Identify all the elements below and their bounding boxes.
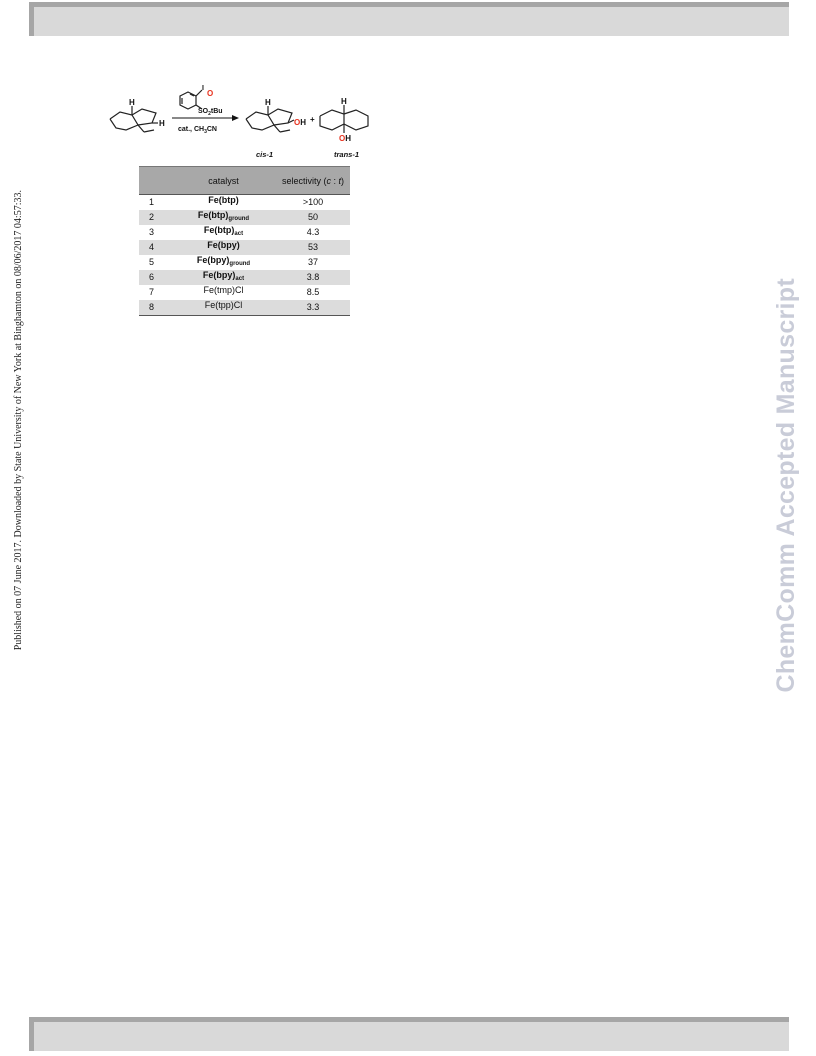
reaction-arrow-head (232, 115, 239, 121)
trans-1-label: trans-1 (334, 150, 360, 159)
catalyst-name: $Fe(btp)_{ground}$ (171, 210, 276, 225)
sm-h-top: H (129, 98, 135, 107)
table-row (139, 195, 350, 211)
entry-number: 4 (139, 240, 171, 255)
entry-number: 1 (149, 197, 155, 207)
footer-bar (29, 1017, 789, 1051)
table-row (139, 255, 350, 270)
entry-number: 7 (149, 287, 155, 297)
selectivity-value: 53 (276, 240, 350, 255)
entry-number: 2 (139, 210, 171, 225)
header-selectivity: selectivity (c : t) (276, 167, 350, 195)
oxidant-so2: $SO_2tBu$ (198, 108, 223, 117)
table-row (139, 225, 350, 240)
oxidant-benzene (180, 90, 202, 109)
trans-oh: OH (339, 134, 352, 143)
table-row (139, 285, 350, 300)
catalyst-name: $Fe(bpy)_{act}$ (171, 270, 276, 285)
catalyst-name: $Fe(bpy)_{ground}$ (196, 255, 251, 267)
reaction-scheme-drawing (108, 84, 370, 162)
product-trans-decalinol (320, 105, 368, 133)
plus-sign: + (310, 115, 315, 124)
oxidant-iodine: I (202, 85, 204, 92)
table-row (139, 300, 350, 316)
selectivity-value: 37 (307, 257, 318, 267)
header-entry (139, 167, 171, 195)
product-cis-decalinol (246, 106, 294, 132)
publication-note: Published on 07 June 2017. Downloaded by State University of New York at Binghamton on 08/06/2017 04:57:33. (13, 190, 24, 651)
catalyst-name: $Fe(btp)_{act}$ (203, 225, 244, 237)
starting-decalin (110, 106, 158, 132)
selectivity-value: 3.3 (276, 300, 350, 316)
header-bar (29, 2, 789, 36)
accepted-manuscript-watermark: ChemComm Accepted Manuscript (772, 278, 800, 693)
table-row (139, 240, 350, 255)
trans-h: H (341, 97, 347, 106)
entry-number: 5 (149, 257, 155, 267)
table-row (139, 270, 350, 285)
catalyst-name: Fe(bpy) (171, 240, 276, 255)
catalyst-name: Fe(tpp)Cl (171, 300, 276, 316)
selectivity-value: 50 (276, 210, 350, 225)
oxidant-oxygen: O (207, 89, 214, 98)
selectivity-table (139, 166, 350, 316)
catalyst-name: Fe(btp) (208, 195, 239, 205)
conditions-label: cat., $CH_3CN$ (178, 126, 217, 135)
table-header-row (139, 167, 350, 195)
header-catalyst: catalyst (171, 167, 276, 195)
cis-h: H (265, 98, 271, 107)
catalyst-name: Fe(tmp)Cl (203, 285, 244, 295)
table-row (139, 210, 350, 225)
entry-number: 8 (139, 300, 171, 316)
reaction-scheme (108, 84, 370, 162)
selectivity-value: 3.8 (276, 270, 350, 285)
sm-h-right: H (159, 119, 165, 128)
selectivity-value: 4.3 (306, 227, 320, 237)
cis-1-label: cis-1 (256, 150, 274, 159)
selectivity-value: 8.5 (306, 287, 320, 297)
entry-number: 6 (139, 270, 171, 285)
entry-number: 3 (149, 227, 155, 237)
cis-oh: OH (294, 118, 307, 127)
selectivity-value: >100 (302, 197, 324, 207)
